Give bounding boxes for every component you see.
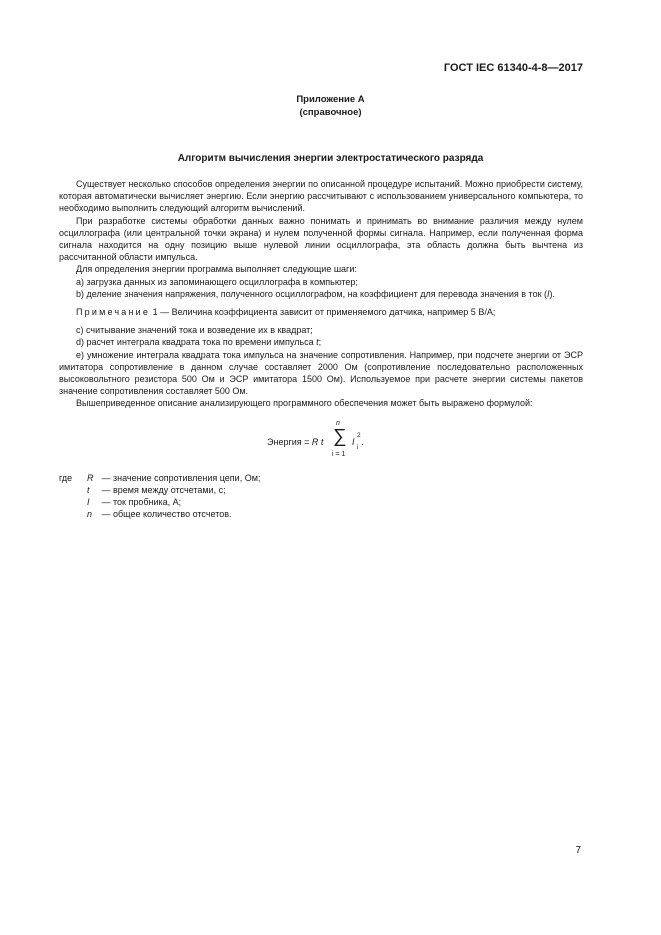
step-e: е) умножение интеграла квадрата тока импульса на значение сопротивления. Например, при подсчете энергии от ЭСР имитатора сопротивление в данном случае составляет 2000 Ом (сопротивление последовательно расположенных высоковольтного резистора 500 Ом и ЭСР имитатора 1500 Ом). Используемое при расчете энергии системы пакетов значение сопротивления составляет 500 Ом. (59, 349, 583, 397)
annex-status: (справочное) (299, 107, 362, 118)
definition-row (59, 472, 583, 484)
step-d-end: ; (318, 337, 322, 348)
step-d-text: d) расчет интеграла квадрата тока по времени импульса (76, 337, 317, 348)
annex-title: Приложение А (296, 94, 365, 105)
paragraph-zero-difference: При разработке системы обработки данных важно понимать и принимать во внимание различия между нулем осциллографа (или центральной точки экрана) и нулем полученной формы сигнала. Например, если полученная форма сигнала находится на одну позицию выше нулевой линии осциллографа, эта область должна быть вычтена из рассчитанной области импульса. (59, 215, 583, 263)
definition-row (59, 484, 583, 496)
formula-index: i (357, 443, 359, 451)
formula-sigma: ∑ (333, 425, 347, 447)
definition-var: n (87, 509, 93, 520)
document-body (59, 178, 583, 520)
step-d-var: t (316, 337, 319, 348)
formula-t: t (320, 436, 324, 447)
definition-var: I (87, 497, 90, 508)
step-d (59, 336, 583, 348)
formula-current-var: I (352, 436, 355, 447)
annex-heading (0, 93, 661, 119)
note-label: Примечание (76, 307, 151, 318)
definition-text: — общее количество отсчетов. (99, 509, 232, 520)
definition-text: — значение сопротивления цепи, Ом; (99, 472, 261, 483)
page-number: 7 (575, 845, 581, 856)
step-a: а) загрузка данных из запоминающего осциллографа в компьютер; (76, 276, 358, 287)
definitions-list (59, 472, 583, 521)
definition-row (59, 496, 583, 508)
paragraph-steps-intro: Для определения энергии программа выполняет следующие шаги: (76, 264, 357, 275)
formula-end: . (361, 436, 364, 447)
formula-sum-lower: i = 1 (332, 450, 346, 458)
note-text: 1 — Величина коэффициента зависит от применяемого датчика, например 5 В/А; (150, 307, 496, 318)
standard-designation: ГОСТ IEC 61340-4-8—2017 (443, 62, 583, 74)
step-b (59, 288, 583, 300)
note-1 (59, 306, 583, 318)
step-b-text: b) деление значения напряжения, полученного осциллографом, на коэффициент для перевода значения в ток ( (76, 288, 548, 299)
definition-var: R (87, 472, 94, 483)
step-c: с) считывание значений тока и возведение их в квадрат; (76, 325, 313, 336)
formula-lhs-text: Энергия = (267, 436, 312, 447)
step-b-end: ). (549, 288, 556, 299)
definition-text: — ток пробника, А; (99, 497, 182, 508)
paragraph-formula-intro: Вышеприведенное описание анализирующего программного обеспечения может быть выражено формулой: (76, 398, 533, 409)
energy-formula (59, 416, 583, 468)
formula-exponent: 2 (357, 431, 361, 439)
definition-text: — время между отсчетами, с; (99, 484, 226, 495)
formula-r: R (311, 436, 319, 447)
step-b-var: I (547, 288, 550, 299)
definition-var: t (87, 484, 90, 495)
definitions-prefix: где (59, 472, 73, 483)
paragraph-intro: Существует несколько способов определения энергии по описанной процедуре испытаний. Можно приобрести систему, которая автоматически вычисляет энергию. Если энергию рассчитывают с использованием универсального компьютера, то необходимо выполнить следующий алгоритм вычислений. (59, 179, 583, 214)
formula-sum-upper: n (336, 419, 340, 427)
formula-lhs (267, 436, 323, 448)
definition-row (59, 508, 583, 520)
section-title: Алгоритм вычисления энергии электростатического разряда (177, 153, 484, 164)
